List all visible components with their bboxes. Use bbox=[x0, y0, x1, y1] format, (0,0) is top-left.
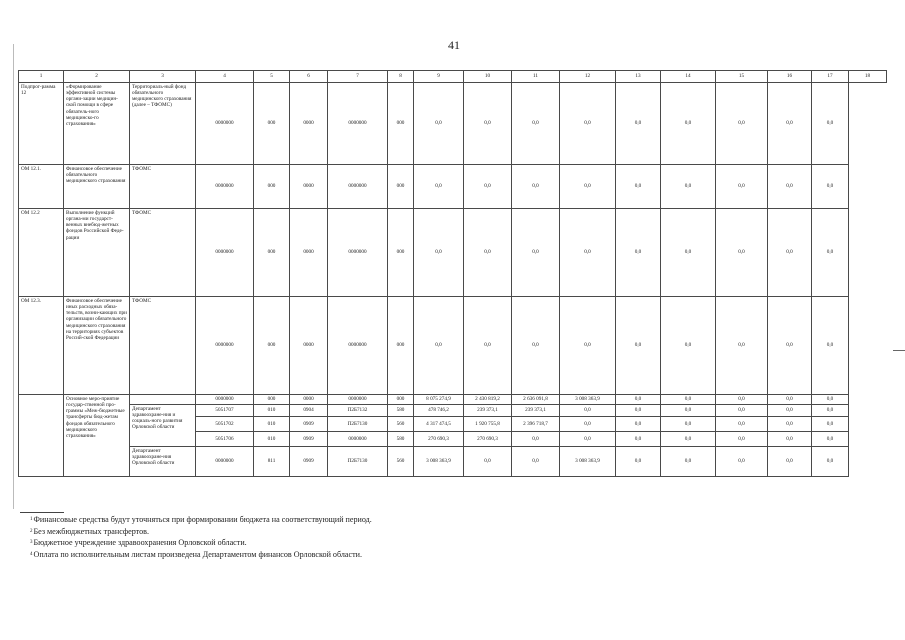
table-row bbox=[19, 165, 887, 209]
column-number: 10 bbox=[464, 71, 512, 83]
column-number: 7 bbox=[328, 71, 388, 83]
table-row bbox=[19, 447, 887, 477]
value-cell: 0000 bbox=[290, 165, 328, 209]
table-row bbox=[19, 395, 887, 405]
column-number: 16 bbox=[768, 71, 812, 83]
column-number: 2 bbox=[64, 71, 130, 83]
value-cell: 0000000 bbox=[328, 209, 388, 297]
row-code: Подпрог-рамма 12 bbox=[19, 83, 64, 165]
column-number: 17 bbox=[812, 71, 849, 83]
value-cell: 0,0 bbox=[616, 165, 661, 209]
value-cell: 0,0 bbox=[512, 165, 560, 209]
table-row bbox=[19, 209, 887, 297]
column-number: 12 bbox=[560, 71, 616, 83]
value-cell: 239 373,1 bbox=[464, 405, 512, 417]
value-cell: 0,0 bbox=[661, 209, 716, 297]
value-cell: 0,0 bbox=[512, 297, 560, 395]
value-cell: 000 bbox=[388, 165, 414, 209]
footnote-text: Без межбюджетных трансфертов. bbox=[33, 526, 149, 536]
value-cell: 1 920 755,8 bbox=[464, 417, 512, 432]
value-cell: 0,0 bbox=[661, 297, 716, 395]
footnote bbox=[30, 514, 372, 526]
value-cell: 0000000 bbox=[196, 297, 254, 395]
value-cell: 0,0 bbox=[812, 297, 849, 395]
value-cell: 010 bbox=[254, 405, 290, 417]
value-cell: 0,0 bbox=[560, 209, 616, 297]
row-executor: Территориаль-ный фонд обязательного медицинского страхования (далее – ТФОМС) bbox=[130, 83, 196, 165]
value-cell: 0909 bbox=[290, 432, 328, 447]
value-cell: 0,0 bbox=[661, 165, 716, 209]
value-cell: 000 bbox=[254, 297, 290, 395]
value-cell: 0,0 bbox=[616, 405, 661, 417]
column-number: 14 bbox=[661, 71, 716, 83]
footnote-text: Бюджетное учреждение здравоохранения Орловской области. bbox=[33, 538, 247, 547]
value-cell: 000 bbox=[254, 165, 290, 209]
value-cell: 000 bbox=[388, 209, 414, 297]
row-code: ОМ 12.1. bbox=[19, 165, 64, 209]
value-cell: 0,0 bbox=[716, 395, 768, 405]
value-cell: 0904 bbox=[290, 405, 328, 417]
value-cell: 0,0 bbox=[716, 165, 768, 209]
footnotes bbox=[30, 514, 372, 560]
value-cell: 580 bbox=[388, 405, 414, 417]
side-tick bbox=[893, 350, 905, 351]
value-cell: 000 bbox=[254, 83, 290, 165]
value-cell: 0,0 bbox=[512, 432, 560, 447]
column-number: 13 bbox=[616, 71, 661, 83]
value-cell: 0909 bbox=[290, 447, 328, 477]
row-code bbox=[19, 395, 64, 477]
row-code: ОМ 12.2 bbox=[19, 209, 64, 297]
value-cell: 000 bbox=[388, 83, 414, 165]
value-cell: 0,0 bbox=[560, 405, 616, 417]
value-cell: 0,0 bbox=[616, 447, 661, 477]
value-cell: 0,0 bbox=[661, 447, 716, 477]
value-cell: 0,0 bbox=[512, 209, 560, 297]
value-cell: 4 317 474,5 bbox=[414, 417, 464, 432]
value-cell: 0000000 bbox=[328, 297, 388, 395]
value-cell: 0,0 bbox=[716, 297, 768, 395]
value-cell: 0,0 bbox=[812, 209, 849, 297]
column-number: 8 bbox=[388, 71, 414, 83]
value-cell: 0,0 bbox=[661, 83, 716, 165]
value-cell: 0000 bbox=[290, 209, 328, 297]
value-cell: 000 bbox=[254, 209, 290, 297]
value-cell: 0,0 bbox=[661, 405, 716, 417]
column-number: 11 bbox=[512, 71, 560, 83]
table-row bbox=[19, 83, 887, 165]
value-cell: 270 690,3 bbox=[414, 432, 464, 447]
value-cell: 0,0 bbox=[716, 447, 768, 477]
value-cell: 0,0 bbox=[616, 395, 661, 405]
row-title: Финансовое обеспечение обязательного медицинского страхования bbox=[64, 165, 130, 209]
value-cell: 0,0 bbox=[812, 405, 849, 417]
margin-line bbox=[13, 44, 14, 509]
value-cell: П2Б7132 bbox=[328, 405, 388, 417]
value-cell: 000 bbox=[388, 395, 414, 405]
footnote-mark: 3 bbox=[30, 540, 33, 545]
value-cell: 0909 bbox=[290, 417, 328, 432]
value-cell: 0,0 bbox=[464, 447, 512, 477]
value-cell: 5051706 bbox=[196, 432, 254, 447]
value-cell: 0,0 bbox=[414, 83, 464, 165]
value-cell: 0,0 bbox=[512, 83, 560, 165]
value-cell: 560 bbox=[388, 417, 414, 432]
row-title: Основное меро-приятие государ-ственной про-граммы «Меж-бюджетные трансферты бюд-жетам фондов обязательного медицинского страхования» bbox=[64, 395, 130, 477]
value-cell: 0000000 bbox=[196, 395, 254, 405]
value-cell: 0000 bbox=[290, 395, 328, 405]
row-executor: ТФОМС bbox=[130, 165, 196, 209]
value-cell: 0,0 bbox=[768, 209, 812, 297]
footnote-mark: 2 bbox=[30, 528, 33, 534]
column-number: 6 bbox=[290, 71, 328, 83]
value-cell: 0000000 bbox=[328, 83, 388, 165]
header-row bbox=[19, 71, 887, 83]
value-cell: 0,0 bbox=[768, 297, 812, 395]
value-cell: 0,0 bbox=[812, 417, 849, 432]
value-cell: 0,0 bbox=[560, 83, 616, 165]
footnote bbox=[30, 549, 372, 561]
value-cell: 0000 bbox=[290, 83, 328, 165]
value-cell: 0,0 bbox=[716, 432, 768, 447]
footnote bbox=[30, 537, 372, 549]
value-cell: 0,0 bbox=[616, 209, 661, 297]
row-executor: Департамент здравоохране-ния и социаль-ного развития Орловской области bbox=[130, 405, 196, 447]
page-number: 41 bbox=[448, 38, 460, 52]
column-number: 18 bbox=[849, 71, 887, 83]
value-cell: 0,0 bbox=[560, 432, 616, 447]
row-executor: ТФОМС bbox=[130, 209, 196, 297]
footnote-rule bbox=[20, 512, 64, 513]
value-cell: 0,0 bbox=[616, 83, 661, 165]
value-cell: 0,0 bbox=[464, 83, 512, 165]
value-cell: 3 008 363,9 bbox=[560, 395, 616, 405]
value-cell: 0,0 bbox=[414, 297, 464, 395]
row-executor: ТФОМС bbox=[130, 297, 196, 395]
footnote-mark: 1 bbox=[30, 517, 33, 522]
value-cell: 270 690,3 bbox=[464, 432, 512, 447]
value-cell: 2 396 718,7 bbox=[512, 417, 560, 432]
value-cell: 0,0 bbox=[768, 417, 812, 432]
value-cell: 0,0 bbox=[464, 209, 512, 297]
footnote-mark: 4 bbox=[30, 551, 33, 557]
value-cell: 0,0 bbox=[616, 432, 661, 447]
footnote-text: Оплата по исполнительным листам произведена Департаментом финансов Орловской области. bbox=[33, 549, 363, 559]
column-number: 1 bbox=[19, 71, 64, 83]
value-cell: 0,0 bbox=[768, 432, 812, 447]
value-cell: 0,0 bbox=[716, 417, 768, 432]
row-title: Выполнение функций органа-ми государст-венных внебюд-жетных фондов Российской Феде-рации bbox=[64, 209, 130, 297]
value-cell: 0,0 bbox=[464, 297, 512, 395]
budget-table bbox=[18, 70, 887, 477]
value-cell: 580 bbox=[388, 432, 414, 447]
table-row bbox=[19, 297, 887, 395]
value-cell: 5051702 bbox=[196, 417, 254, 432]
value-cell: 8 075 274,9 bbox=[414, 395, 464, 405]
column-number: 5 bbox=[254, 71, 290, 83]
value-cell: 0000000 bbox=[328, 395, 388, 405]
value-cell: П2Б7130 bbox=[328, 417, 388, 432]
value-cell: 0,0 bbox=[560, 297, 616, 395]
value-cell: 478 746,2 bbox=[414, 405, 464, 417]
value-cell: 010 bbox=[254, 432, 290, 447]
value-cell: 0,0 bbox=[661, 395, 716, 405]
row-executor bbox=[130, 395, 196, 405]
value-cell: 811 bbox=[254, 447, 290, 477]
value-cell: 0,0 bbox=[464, 165, 512, 209]
row-code: ОМ 12.3. bbox=[19, 297, 64, 395]
value-cell: 0,0 bbox=[768, 447, 812, 477]
value-cell: 0,0 bbox=[512, 447, 560, 477]
footnote-text: Финансовые средства будут уточняться при формировании бюджета на соответствующий период. bbox=[33, 515, 372, 524]
value-cell: 3 008 363,9 bbox=[560, 447, 616, 477]
footnote bbox=[30, 526, 372, 538]
value-cell: 0,0 bbox=[812, 447, 849, 477]
column-number: 9 bbox=[414, 71, 464, 83]
value-cell: 0000000 bbox=[196, 209, 254, 297]
value-cell: 0,0 bbox=[768, 165, 812, 209]
value-cell: 5051707 bbox=[196, 405, 254, 417]
value-cell: 0,0 bbox=[616, 417, 661, 432]
value-cell: 010 bbox=[254, 417, 290, 432]
value-cell: 0000000 bbox=[196, 447, 254, 477]
value-cell: 0,0 bbox=[616, 297, 661, 395]
value-cell: 000 bbox=[388, 297, 414, 395]
value-cell: П2Б7130 bbox=[328, 447, 388, 477]
value-cell: 0,0 bbox=[768, 83, 812, 165]
value-cell: 239 373,1 bbox=[512, 405, 560, 417]
value-cell: 0,0 bbox=[560, 165, 616, 209]
value-cell: 0000 bbox=[290, 297, 328, 395]
value-cell: 0,0 bbox=[560, 417, 616, 432]
value-cell: 560 bbox=[388, 447, 414, 477]
value-cell: 0,0 bbox=[812, 432, 849, 447]
value-cell: 0,0 bbox=[414, 165, 464, 209]
value-cell: 0000000 bbox=[196, 165, 254, 209]
value-cell: 0,0 bbox=[812, 395, 849, 405]
value-cell: 2 430 819,2 bbox=[464, 395, 512, 405]
value-cell: 0,0 bbox=[716, 83, 768, 165]
column-number: 3 bbox=[130, 71, 196, 83]
value-cell: 000 bbox=[254, 395, 290, 405]
value-cell: 0,0 bbox=[414, 209, 464, 297]
value-cell: 2 636 091,8 bbox=[512, 395, 560, 405]
value-cell: 0,0 bbox=[661, 432, 716, 447]
column-number: 15 bbox=[716, 71, 768, 83]
value-cell: 3 008 363,9 bbox=[414, 447, 464, 477]
value-cell: 0,0 bbox=[716, 405, 768, 417]
value-cell: 0,0 bbox=[661, 417, 716, 432]
value-cell: 0,0 bbox=[768, 405, 812, 417]
value-cell: 0,0 bbox=[768, 395, 812, 405]
value-cell: 0,0 bbox=[812, 165, 849, 209]
value-cell: 0000000 bbox=[328, 165, 388, 209]
column-number: 4 bbox=[196, 71, 254, 83]
row-executor: Департамент здравоохране-ния Орловской области bbox=[130, 447, 196, 477]
value-cell: 0,0 bbox=[812, 83, 849, 165]
value-cell: 0000000 bbox=[328, 432, 388, 447]
row-title: «Формирование эффективной системы органи-зации медицин-ской помощи в сфере обязатель-ного медицинско-го страхования» bbox=[64, 83, 130, 165]
table-row bbox=[19, 405, 887, 417]
value-cell: 0000000 bbox=[196, 83, 254, 165]
value-cell: 0,0 bbox=[716, 209, 768, 297]
row-title: Финансовое обеспечение иных расходных обяза-тельств, возни-кающих при организации обязательного медицинского страхования на территориях субъектов Россий-ской Федерации bbox=[64, 297, 130, 395]
